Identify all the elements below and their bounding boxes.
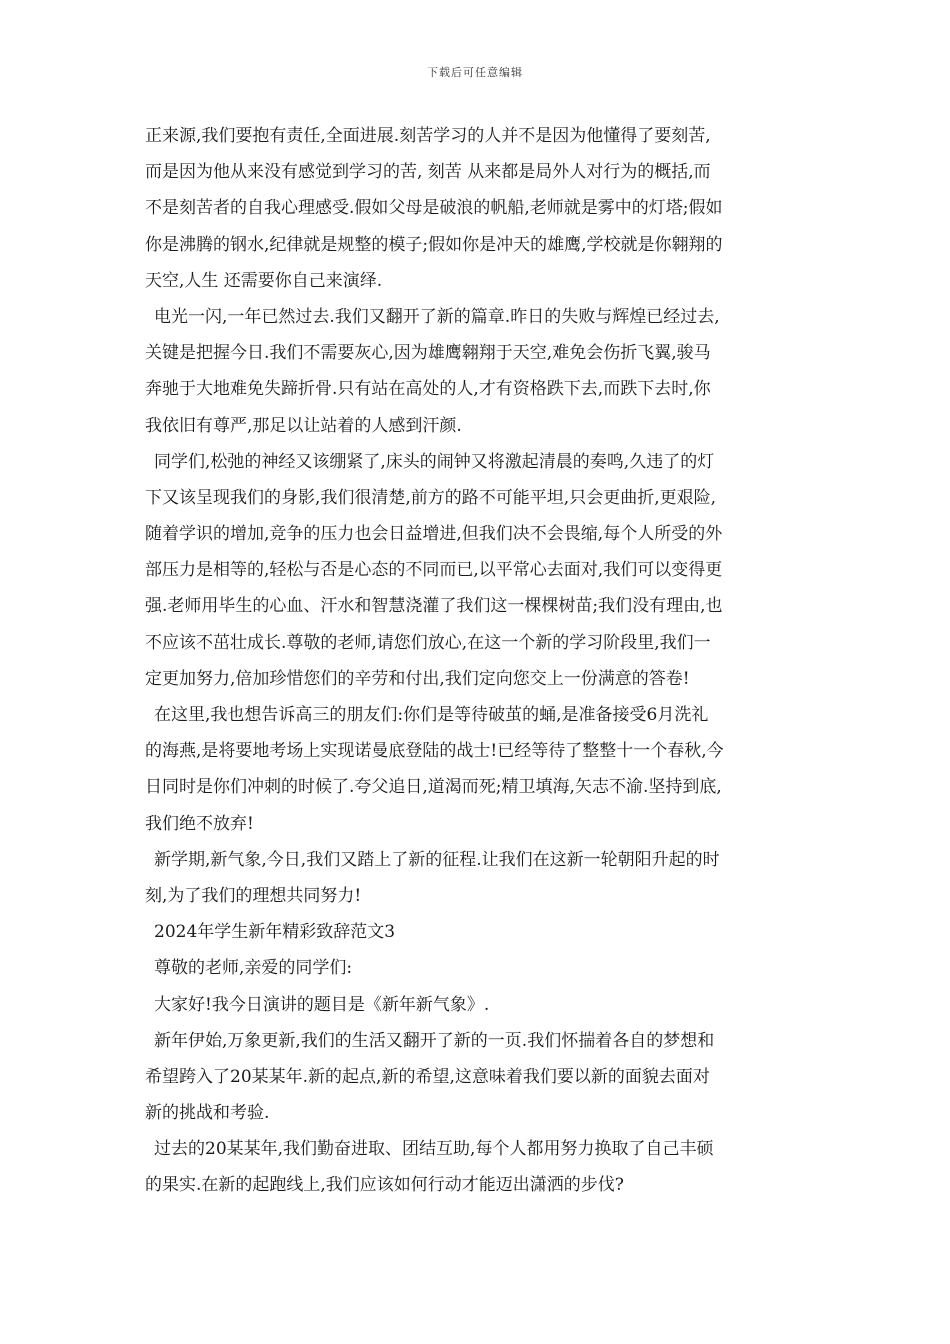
text-line: 关键是把握今日.我们不需要灰心,因为雄鹰翱翔于天空,难免会伤折飞翼,骏马: [145, 343, 711, 364]
paragraph-start-line: 过去的20某某年,我们勤奋进取、团结互助,每个人都用努力换取了自己丰硕: [154, 1139, 714, 1160]
page-header: 下载后可任意编辑: [427, 66, 523, 79]
paragraph-start-line: 新年伊始,万象更新,我们的生活又翻开了新的一页.我们怀揣着各自的梦想和: [154, 1030, 715, 1051]
paragraph-start-line: 同学们,松弛的神经又该绷紧了,床头的闹钟又将激起清晨的奏鸣,久违了的灯: [154, 451, 715, 472]
text-line: 天空,人生 还需要你自己来演绎.: [145, 270, 383, 291]
paragraph-start-line: 大家好!我今日演讲的题目是《新年新气象》.: [154, 994, 490, 1015]
text-line: 我们绝不放弃!: [145, 813, 254, 834]
text-line: 强.老师用毕生的心血、汗水和智慧浇灌了我们这一棵棵树苗;我们没有理由,也: [145, 596, 723, 617]
text-line: 部压力是相等的,轻松与否是心态的不同而已,以平常心去面对,我们可以变得更: [145, 560, 723, 581]
paragraph-start-line: 电光一闪,一年已然过去.我们又翻开了新的篇章.昨日的失败与辉煌已经过去,: [154, 306, 720, 327]
text-line: 随着学识的增加,竞争的压力也会日益增进,但我们决不会畏缩,每个人所受的外: [145, 524, 723, 545]
text-line: 不是刻苦者的自我心理感受.假如父母是破浪的帆船,老师就是雾中的灯塔;假如: [145, 198, 723, 219]
section-heading: 2024年学生新年精彩致辞范文3: [154, 922, 396, 943]
document-body: [145, 118, 813, 1204]
salutation-line: 尊敬的老师,亲爱的同学们:: [154, 958, 353, 979]
text-line: 日同时是你们冲刺的时候了.夸父追日,道渴而死;精卫填海,矢志不渝.坚持到底,: [145, 777, 722, 798]
text-line: 定更加努力,倍加珍惜您们的辛劳和付出,我们定向您交上一份满意的答卷!: [145, 668, 690, 689]
text-line: 下又该呈现我们的身影,我们很清楚,前方的路不可能平坦,只会更曲折,更艰险,: [145, 487, 717, 508]
text-line: 我依旧有尊严,那足以让站着的人感到汗颜.: [145, 415, 462, 436]
text-line: 你是沸腾的钢水,纪律就是规整的模子;假如你是冲天的雄鹰,学校就是你翱翔的: [145, 234, 723, 255]
paragraph-start-line: 在这里,我也想告诉高三的朋友们:你们是等待破茧的蛹,是准备接受6月洗礼: [154, 705, 709, 725]
text-line: 的海燕,是将要地考场上实现诺曼底登陆的战士!已经等待了整整十一个春秋,今: [145, 741, 724, 762]
text-line: 而是因为他从来没有感觉到学习的苦, 刻苦 从来都是局外人对行为的概括,而: [145, 162, 711, 183]
text-line: 新的挑战和考验.: [145, 1103, 270, 1124]
text-line: 刻,为了我们的理想共同努力!: [145, 885, 362, 906]
paragraph-start-line: 新学期,新气象,今日,我们又踏上了新的征程.让我们在这新一轮朝阳升起的时: [154, 849, 720, 870]
text-line: 希望跨入了20某某年.新的起点,新的希望,这意味着我们要以新的面貌去面对: [145, 1066, 710, 1087]
text-line: 奔驰于大地难免失蹄折骨.只有站在高处的人,才有资格跌下去,而跌下去时,你: [145, 379, 711, 400]
text-line: 正来源,我们要抱有责任,全面进展.刻苦学习的人并不是因为他懂得了要刻苦,: [145, 126, 711, 146]
text-line: 不应该不茁壮成长.尊敬的老师,请您们放心,在这一个新的学习阶段里,我们一: [145, 632, 711, 653]
text-line: 的果实.在新的起跑线上,我们应该如何行动才能迈出潇洒的步伐?: [145, 1175, 624, 1196]
